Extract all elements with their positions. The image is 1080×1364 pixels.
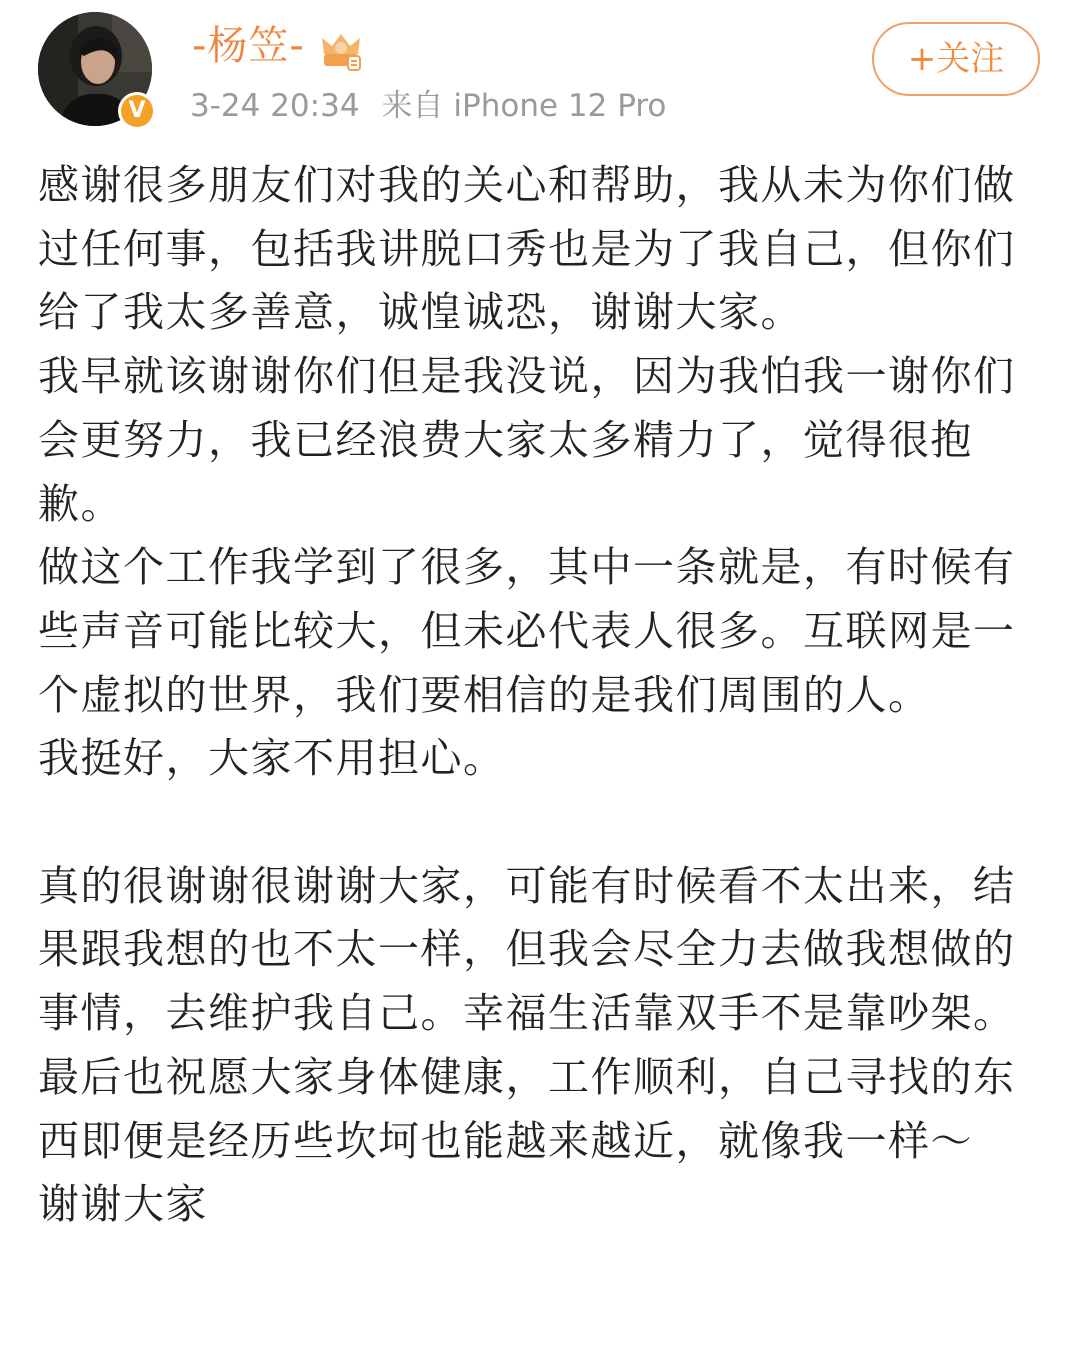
post-timestamp: 3-24 20:34 — [190, 88, 360, 124]
post-paragraph: 感谢很多朋友们对我的关心和帮助，我从未为你们做过任何事，包括我讲脱口秀也是为了我自己，但你们给了我太多善意，诚惶诚恐，谢谢大家。 — [38, 161, 1016, 337]
post-paragraph: 做这个工作我学到了很多，其中一条就是，有时候有些声音可能比较大，但未必代表人很多。互联网是一个虚拟的世界，我们要相信的是我们周围的人。 — [38, 543, 1016, 719]
crown-badge-icon — [318, 28, 364, 72]
post-body — [38, 154, 1028, 1237]
post-paragraph: 谢谢大家 — [38, 1180, 208, 1229]
follow-button[interactable]: +关注 — [872, 22, 1040, 96]
paragraph-spacer — [38, 791, 1028, 855]
post-paragraph: 我挺好，大家不用担心。 — [38, 734, 506, 783]
verified-badge — [118, 92, 156, 130]
author-name[interactable]: -杨笠- — [192, 23, 305, 69]
post-header — [0, 0, 1080, 150]
post-paragraph: 我早就该谢谢你们但是我没说，因为我怕我一谢你们会更努力，我已经浪费大家太多精力了，觉得很抱歉。 — [38, 352, 1016, 528]
verified-v-icon: V — [121, 95, 153, 127]
post-source: 来自 iPhone 12 Pro — [381, 88, 667, 124]
post-meta — [190, 86, 666, 126]
post-paragraph: 真的很谢谢很谢谢大家，可能有时候看不太出来，结果跟我想的也不太一样，但我会尽全力去做我想做的事情，去维护我自己。幸福生活靠双手不是靠吵架。最后也祝愿大家身体健康，工作顺利，自己寻找的东西即便是经历些坎坷也能越来越近，就像我一样～ — [38, 861, 1016, 1165]
